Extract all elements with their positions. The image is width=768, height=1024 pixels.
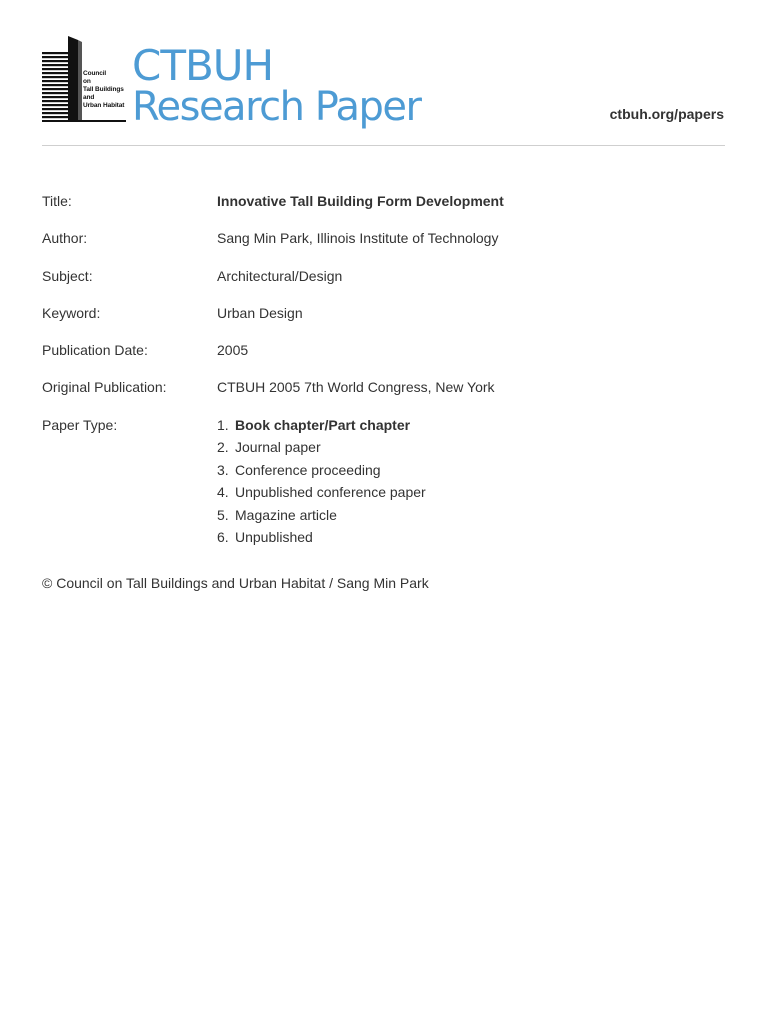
brand-name: CTBUH bbox=[132, 41, 274, 90]
title-row bbox=[42, 190, 725, 227]
keyword-label: Keyword: bbox=[42, 304, 101, 321]
subject-label: Subject: bbox=[42, 267, 93, 284]
list-item bbox=[217, 459, 426, 482]
title-value: Innovative Tall Building Form Development bbox=[217, 193, 504, 209]
list-item-number: 5. bbox=[217, 506, 229, 523]
list-item-number: 3. bbox=[217, 461, 229, 478]
author-value: Sang Min Park, Illinois Institute of Technology bbox=[217, 230, 499, 247]
author-label: Author: bbox=[42, 230, 88, 247]
site-link[interactable]: ctbuh.org/papers bbox=[609, 106, 724, 122]
subject-row bbox=[42, 265, 725, 302]
list-item-text: Conference proceeding bbox=[235, 461, 381, 478]
list-item-text: Unpublished conference paper bbox=[235, 484, 426, 501]
list-item bbox=[217, 414, 426, 437]
title-label: Title: bbox=[42, 193, 72, 209]
list-item-text: Magazine article bbox=[235, 506, 337, 523]
logo-text-line: Council bbox=[83, 70, 107, 77]
list-item bbox=[217, 504, 426, 527]
list-item bbox=[217, 436, 426, 459]
copyright-notice: © Council on Tall Buildings and Urban Habitat / Sang Min Park bbox=[42, 575, 429, 591]
logo-text bbox=[83, 70, 131, 110]
list-item-text: Journal paper bbox=[235, 439, 321, 456]
header-divider bbox=[42, 145, 725, 146]
publication-date-row bbox=[42, 339, 725, 376]
logo-text-line: and bbox=[83, 94, 95, 101]
logo-text-line: on bbox=[83, 78, 91, 85]
subject-value: Architectural/Design bbox=[217, 267, 343, 284]
publication-date-label: Publication Date: bbox=[42, 342, 148, 359]
list-item bbox=[217, 481, 426, 504]
paper-type-list bbox=[217, 414, 426, 549]
list-item-number: 4. bbox=[217, 484, 229, 501]
list-item-number: 2. bbox=[217, 439, 229, 456]
list-item-text: Book chapter/Part chapter bbox=[235, 416, 411, 433]
list-item bbox=[217, 526, 426, 549]
original-publication-row bbox=[42, 376, 725, 413]
publication-date-value: 2005 bbox=[217, 342, 249, 359]
list-item-number: 1. bbox=[217, 416, 229, 433]
original-publication-value: CTBUH 2005 7th World Congress, New York bbox=[217, 379, 495, 396]
header bbox=[0, 0, 768, 150]
original-publication-label: Original Publication: bbox=[42, 379, 167, 396]
keyword-row bbox=[42, 302, 725, 339]
logo-text-line: Tall Buildings bbox=[83, 86, 124, 93]
paper-metadata bbox=[42, 190, 725, 546]
author-row bbox=[42, 227, 725, 264]
list-item-text: Unpublished bbox=[235, 529, 313, 546]
brand-subtitle: Research Paper bbox=[132, 84, 421, 130]
keyword-value: Urban Design bbox=[217, 304, 303, 321]
paper-type-label: Paper Type: bbox=[42, 416, 118, 433]
logo-text-line: Urban Habitat bbox=[83, 102, 125, 109]
list-item-number: 6. bbox=[217, 529, 229, 546]
